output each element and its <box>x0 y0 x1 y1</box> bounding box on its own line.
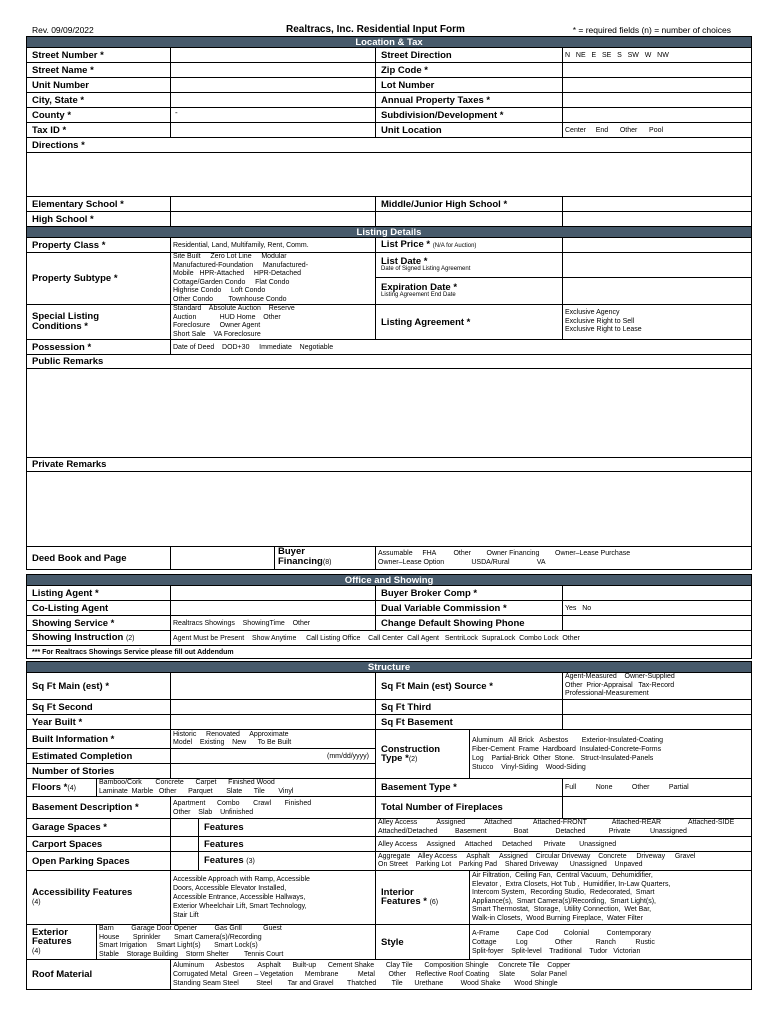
open-parking-options[interactable]: Aggregate Alley Access Asphalt Assigned Circular Driveway Concrete Driveway Gravel On Street Parking Lot Parking Pad Shared Driveway Unassigned Unpaved <box>376 852 752 871</box>
deed-book-label: Deed Book and Page <box>27 547 171 570</box>
year-built-label: Year Built * <box>27 715 171 730</box>
roof-material-options[interactable]: Aluminum Asbestos Asphalt Built-up Cement Shake Clay Tile Composition Shingle Concrete Tile Copper Corrugated Metal Green – Vegetation Membrane Metal Other Reflective Roof Coating Slate Solar Panel Standing Seam Steel Steel Tar and Gravel Thatched Tile Urethane Wood Shake Wood Shingle <box>171 960 752 990</box>
street-name-label: Street Name * <box>27 63 171 78</box>
year-built-field[interactable] <box>171 715 376 730</box>
roof-material-label: Roof Material <box>27 960 171 990</box>
buyer-broker-comp-label: Buyer Broker Comp * <box>376 586 563 601</box>
open-parking-features-text: Features <box>204 855 244 866</box>
showing-instruction-count: (2) <box>125 635 135 642</box>
interior-features-options[interactable]: Air Filtration, Ceiling Fan, Central Vacuum, Dehumidifier, Elevator , Extra Closets, Hot Tub , Humidifier, In-Law Quarters, Intercom System, Recording Studio, Redecorated, Smart Appliance(s), Smart Camera(s)/Recording, Smart Light(s), Smart Thermostat, Storage, Utility Connection, Wet Bar, Walk-in Closets, Wood Burning Fireplace, Water Filter <box>470 871 752 925</box>
zip-field[interactable] <box>563 63 752 78</box>
sqft-basement-label: Sq Ft Basement <box>376 715 563 730</box>
annual-tax-field[interactable] <box>563 93 752 108</box>
location-tax-table <box>26 36 752 227</box>
lot-number-label: Lot Number <box>376 78 563 93</box>
floors-options[interactable]: Bamboo/Cork Concrete Carpet Finished Wood Laminate Marble Other Parquet Slate Tile Vinyl <box>97 779 376 797</box>
total-fireplaces-label: Total Number of Fireplaces <box>376 797 563 819</box>
buyer-financing-options[interactable]: Assumable FHA Other Owner Financing Owner–Lease Purchase Owner–Lease Option USDA/Rural VA <box>376 547 752 570</box>
dual-variable-options[interactable]: Yes No <box>563 601 752 616</box>
subdivision-field[interactable] <box>563 108 752 123</box>
zip-label: Zip Code * <box>376 63 563 78</box>
carport-features-label: Features <box>199 837 376 852</box>
tax-id-field[interactable] <box>171 123 376 138</box>
tax-id-label: Tax ID * <box>27 123 171 138</box>
middle-school-field[interactable] <box>563 197 752 212</box>
form-title: Realtracs, Inc. Residential Input Form <box>286 24 465 35</box>
subdivision-label: Subdivision/Development * <box>376 108 563 123</box>
city-state-label: City, State * <box>27 93 171 108</box>
showing-instruction-label <box>27 631 171 646</box>
list-price-text: List Price * <box>381 238 431 250</box>
accessibility-count: (4) <box>32 899 41 906</box>
style-label: Style <box>376 925 470 960</box>
sqft-source-label: Sq Ft Main (est) Source * <box>376 673 563 700</box>
sqft-second-field[interactable] <box>171 700 376 715</box>
high-school-label: High School * <box>27 212 171 227</box>
showing-instruction-text: Showing Instruction <box>32 632 124 643</box>
estimated-completion-field[interactable]: (mm/dd/yyyy) <box>171 749 376 764</box>
dual-variable-label: Dual Variable Commission * <box>376 601 563 616</box>
interior-features-label <box>376 871 470 925</box>
exterior-features-label <box>27 925 97 960</box>
listing-details-table <box>26 226 752 570</box>
style-options[interactable]: A-Frame Cape Cod Colonial Contemporary Cottage Log Other Ranch Rustic Split-foyer Split-level Traditional Tudor Victorian <box>470 925 752 960</box>
unit-number-field[interactable] <box>171 78 376 93</box>
deed-book-input[interactable] <box>171 547 275 569</box>
exterior-features-text: Exterior Features <box>32 927 72 947</box>
showing-service-label: Showing Service * <box>27 616 171 631</box>
sqft-basement-field[interactable] <box>563 715 752 730</box>
floors-label <box>27 779 97 797</box>
public-remarks-label: Public Remarks <box>27 355 752 369</box>
buyer-financing-count: (8) <box>322 559 332 566</box>
county-field[interactable]: - <box>171 108 376 123</box>
street-name-field[interactable] <box>171 63 376 78</box>
section-listing-details: Listing Details <box>27 227 752 238</box>
garage-spaces-label: Garage Spaces * <box>27 819 171 837</box>
open-parking-features-count: (3) <box>246 858 255 865</box>
special-conditions-options[interactable]: Standard Absolute Auction Reserve Auction HUD Home Other Foreclosure Owner Agent Short Sale VA Foreclosure <box>171 305 376 340</box>
showing-instruction-options[interactable]: Agent Must be Present Show Anytime Call Listing Office Call Center Call Agent SentriLock SupraLock Combo Lock Other <box>171 631 752 646</box>
basement-type-options[interactable]: Full None Other Partial <box>563 779 752 797</box>
listing-agent-field[interactable] <box>171 586 376 601</box>
special-conditions-label: Special Listing Conditions * <box>27 305 171 340</box>
sqft-main-field[interactable] <box>171 673 376 700</box>
possession-label: Possession * <box>27 340 171 355</box>
office-showing-table <box>26 574 752 659</box>
number-of-stories-field[interactable] <box>171 764 376 779</box>
interior-features-count: (6) <box>429 899 439 906</box>
directions-label: Directions * <box>27 138 752 153</box>
expiration-date-text: Expiration Date * <box>381 282 458 294</box>
co-listing-agent-field[interactable] <box>171 601 376 616</box>
showing-service-options[interactable]: Realtracs Showings ShowingTime Other <box>171 616 376 631</box>
expiration-date-label <box>376 278 563 305</box>
public-remarks-field[interactable] <box>27 369 752 458</box>
high-school-field[interactable] <box>171 212 376 227</box>
private-remarks-field[interactable] <box>27 472 752 547</box>
property-subtype-options[interactable]: Site Built Zero Lot Line Modular Manufactured-Foundation Manufactured- Mobile HPR-Attached HPR-Detached Cottage/Garden Condo Flat Condo Highrise Condo Loft Condo Other Condo Townhouse Condo <box>171 253 376 305</box>
property-class-label: Property Class * <box>27 238 171 253</box>
garage-features-options[interactable]: Alley Access Assigned Attached Attached-FRONT Attached-REAR Attached-SIDE Attached/Detached Basement Boat Detached Private Unassigned <box>376 819 752 837</box>
list-price-label <box>376 238 563 253</box>
construction-type-count: (2) <box>408 755 418 763</box>
section-structure: Structure <box>27 662 752 673</box>
built-info-label: Built Information * <box>27 730 171 749</box>
section-office-showing: Office and Showing <box>27 575 752 586</box>
expiration-date-field[interactable] <box>563 278 752 305</box>
list-date-field[interactable] <box>563 253 752 278</box>
floors-text: Floors * <box>32 781 68 793</box>
open-parking-label: Open Parking Spaces <box>27 852 171 871</box>
listing-agent-label: Listing Agent * <box>27 586 171 601</box>
buyer-broker-comp-field[interactable] <box>563 586 752 601</box>
annual-tax-label: Annual Property Taxes * <box>376 93 563 108</box>
county-label: County * <box>27 108 171 123</box>
street-number-field[interactable] <box>171 48 376 63</box>
estimated-completion-label: Estimated Completion <box>27 749 171 764</box>
exterior-features-options[interactable]: Barn Garage Door Opener Gas Grill Guest House Sprinkler Smart Camera(s)/Recording Smart Irrigation Smart Light(s) Smart Lock(s) Stable Storage Building Storm Shelter Tennis Court <box>97 925 376 960</box>
elementary-school-field[interactable] <box>171 197 376 212</box>
unit-location-label: Unit Location <box>376 123 563 138</box>
sqft-source-options[interactable]: Agent-Measured Owner-Supplied Other Prior-Appraisal Tax-Record Professional-Measurement <box>563 673 752 700</box>
blank-cell <box>376 212 563 227</box>
city-state-field[interactable] <box>171 93 376 108</box>
number-of-stories-label: Number of Stories <box>27 764 171 779</box>
required-legend: * = required fields (n) = number of choices <box>572 25 731 35</box>
possession-options[interactable]: Date of Deed DOD+30 Immediate Negotiable <box>171 340 752 355</box>
listing-agreement-label: Listing Agreement * <box>376 305 563 340</box>
open-parking-field[interactable] <box>171 852 199 871</box>
construction-type-label <box>376 730 470 779</box>
structure-table <box>26 661 752 990</box>
blank-cell <box>563 212 752 227</box>
street-number-label: Street Number * <box>27 48 171 63</box>
accessibility-options[interactable]: Accessible Approach with Ramp, Accessible Doors, Accessible Elevator Installed, Accessible Entrance, Accessible Hallways, Exterior Wheelchair Lift, Smart Technology, Stair Lift <box>171 871 376 925</box>
basement-type-label: Basement Type * <box>376 779 563 797</box>
revision-date: Rev. 09/09/2022 <box>32 25 94 35</box>
directions-field[interactable] <box>27 153 752 197</box>
property-class-options[interactable]: Residential, Land, Multifamily, Rent, Comm. <box>171 238 376 253</box>
property-subtype-label: Property Subtype * <box>27 253 171 305</box>
accessibility-text: Accessibility Features <box>32 887 133 898</box>
list-date-note: Date of Signed Listing Agreement <box>381 266 471 273</box>
carport-spaces-field[interactable] <box>171 837 199 852</box>
section-location-tax: Location & Tax <box>27 37 752 48</box>
unit-number-label: Unit Number <box>27 78 171 93</box>
unit-location-options[interactable]: Center End Other Pool <box>563 123 752 138</box>
buyer-financing-text: Buyer Financing <box>278 546 323 567</box>
co-listing-agent-label: Co-Listing Agent <box>27 601 171 616</box>
elementary-school-label: Elementary School * <box>27 197 171 212</box>
construction-type-options[interactable]: Aluminum All Brick Asbestos Exterior-Insulated-Coating Fiber-Cement Frame Hardboard Insulated-Concrete-Forms Log Partial-Brick Other Stone. Struct-Insulated-Panels Stucco Vinyl-Siding Wood-Siding <box>470 730 752 779</box>
street-direction-options[interactable]: N NE E SE S SW W NW <box>563 48 752 63</box>
open-parking-features-label <box>199 852 376 871</box>
floors-count: (4) <box>67 784 76 792</box>
buyer-financing-label <box>275 547 331 569</box>
sqft-third-label: Sq Ft Third <box>376 700 563 715</box>
lot-number-field[interactable] <box>563 78 752 93</box>
list-price-field[interactable] <box>563 238 752 253</box>
garage-features-label: Features <box>199 819 376 837</box>
sqft-second-label: Sq Ft Second <box>27 700 171 715</box>
form-header <box>26 24 751 36</box>
interior-features-text: Interior Features * <box>381 887 427 907</box>
exterior-features-count: (4) <box>32 948 41 955</box>
sqft-third-field[interactable] <box>563 700 752 715</box>
accessibility-label <box>27 871 171 925</box>
basement-description-label: Basement Description * <box>27 797 171 819</box>
list-date-text: List Date * <box>381 256 428 268</box>
garage-spaces-field[interactable] <box>171 819 199 837</box>
basement-description-options[interactable]: Apartment Combo Crawl Finished Other Slab Unfinished <box>171 797 376 819</box>
carport-spaces-label: Carport Spaces <box>27 837 171 852</box>
private-remarks-label: Private Remarks <box>27 458 752 472</box>
listing-agreement-options[interactable]: Exclusive Agency Exclusive Right to Sell Exclusive Right to Lease <box>563 305 752 340</box>
deed-book-field[interactable] <box>171 547 376 570</box>
list-date-label <box>376 253 563 278</box>
change-showing-field[interactable] <box>563 616 752 631</box>
change-showing-label: Change Default Showing Phone <box>376 616 563 631</box>
carport-features-options[interactable]: Alley Access Assigned Attached Detached Private Unassigned <box>376 837 752 852</box>
addendum-note: *** For Realtracs Showings Service please fill out Addendum <box>27 646 752 659</box>
expiration-date-note: Listing Agreement End Date <box>381 292 456 299</box>
middle-school-label: Middle/Junior High School * <box>376 197 563 212</box>
list-price-note: (N/A for Auction) <box>432 242 477 249</box>
total-fireplaces-field[interactable] <box>563 797 752 819</box>
construction-type-text: Construction Type * <box>381 743 441 764</box>
street-direction-label: Street Direction <box>376 48 563 63</box>
built-info-options[interactable]: Historic Renovated Approximate Model Existing New To Be Built <box>171 730 376 749</box>
sqft-main-label: Sq Ft Main (est) * <box>27 673 171 700</box>
